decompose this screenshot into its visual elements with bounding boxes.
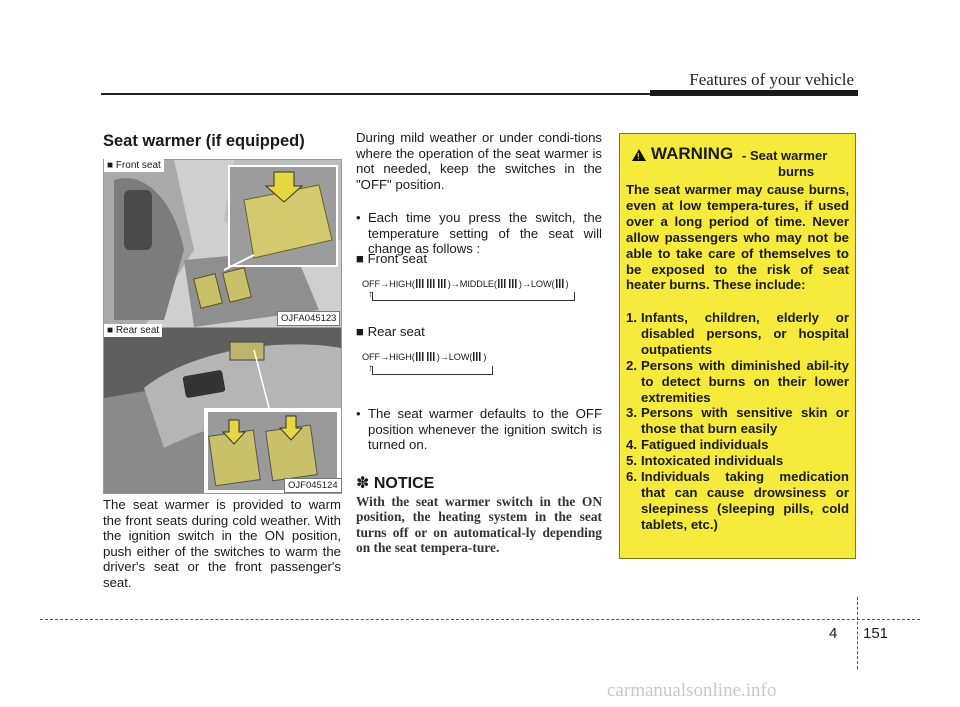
mild-weather-paragraph: During mild weather or under condi-tions where the operation of the seat warmer is not needed, keep the switches in the "OFF" position. [356,130,602,192]
heat-icon [416,279,425,288]
heat-icon [427,279,436,288]
chapter-number: 4 [829,625,838,642]
rear-cycle-loop [372,366,493,375]
front-seat-caption: ■ Front seat [104,159,164,172]
warning-intro: The seat warmer may cause burns, even at low tempera-tures, if used over a long period of time. Never allow passengers who may not be able to take care of themselves to be exposed to the risk of seat heater burns. These include: [626,182,849,293]
warning-item: 4. Fatigued individuals [626,437,769,453]
page-number: 151 [863,625,889,642]
section-title: Seat warmer (if equipped) [103,132,305,150]
bullet-default-off: • The seat warmer defaults to the OFF position whenever the ignition switch is turned on. [356,406,602,452]
warning-title: WARNING [651,144,734,163]
notice-body: With the seat warmer switch in the ON position, the heating system in the seat turns off or on automatical-ly depending on the seat tempera-ture. [356,494,602,556]
rear-photo-code: OJF045124 [284,478,342,493]
bullet-switch-press: • Each time you press the switch, the temperature setting of the seat will change as follows : [356,210,602,256]
footer-divider [857,597,858,669]
front-seat-label: ■ Front seat [356,251,427,266]
rear-seat-caption: ■ Rear seat [104,324,162,337]
exclamation-icon: ! [637,152,640,161]
up-arrow-icon: ↑ [368,363,373,374]
watermark: carmanualsonline.info [607,680,777,701]
rear-seat-sequence: OFF→HIGH( )→LOW( ) [362,352,487,362]
notice-title: ✽ NOTICE [356,475,435,492]
front-seat-photo [103,159,342,328]
bullet-text: Each time you press the switch, the temperature setting of the seat will change as follows : [368,210,602,256]
warning-item: 5. Intoxicated individuals [626,453,784,469]
footer-rule [40,619,920,620]
heat-icon [416,352,425,361]
warning-item: 2. Persons with diminished abil-ity to detect burns on their lower extremities [626,357,849,405]
heat-icon [473,352,482,361]
front-seat-sequence: OFF→HIGH( )→MIDDLE( )→LOW( ) [362,279,569,289]
heat-icon [556,279,565,288]
heat-icon [509,279,518,288]
bullet-text: The seat warmer defaults to the OFF position whenever the ignition switch is turned on. [368,406,602,452]
warning-item: 1. Infants, children, elderly or disabled persons, or hospital outpatients [626,310,849,357]
warning-item: 3. Persons with sensitive skin or those that burn easily [626,405,849,437]
heat-icon [438,279,447,288]
warning-list [626,310,849,533]
header-tab [650,90,858,96]
warning-subtitle-2: burns [778,164,815,179]
intro-paragraph: The seat warmer is provided to warm the front seats during cold weather. With the ignition switch in the ON position, push either of the switches to warm the driver's seat or the front passenger's seat. [103,497,341,590]
warning-item: 6. Individuals taking medication that can cause drowsiness or sleepiness (sleeping pills, cold tablets, etc.) [626,469,849,532]
warning-subtitle: - Seat warmer [742,148,828,163]
heat-icon [498,279,507,288]
up-arrow-icon: ↑ [368,289,373,300]
front-photo-code: OJFA045123 [277,311,340,326]
rear-seat-photo [103,327,342,494]
running-header: Features of your vehicle [689,70,854,89]
heat-icon [427,352,436,361]
rear-seat-label: ■ Rear seat [356,324,425,339]
front-cycle-loop [372,292,575,301]
